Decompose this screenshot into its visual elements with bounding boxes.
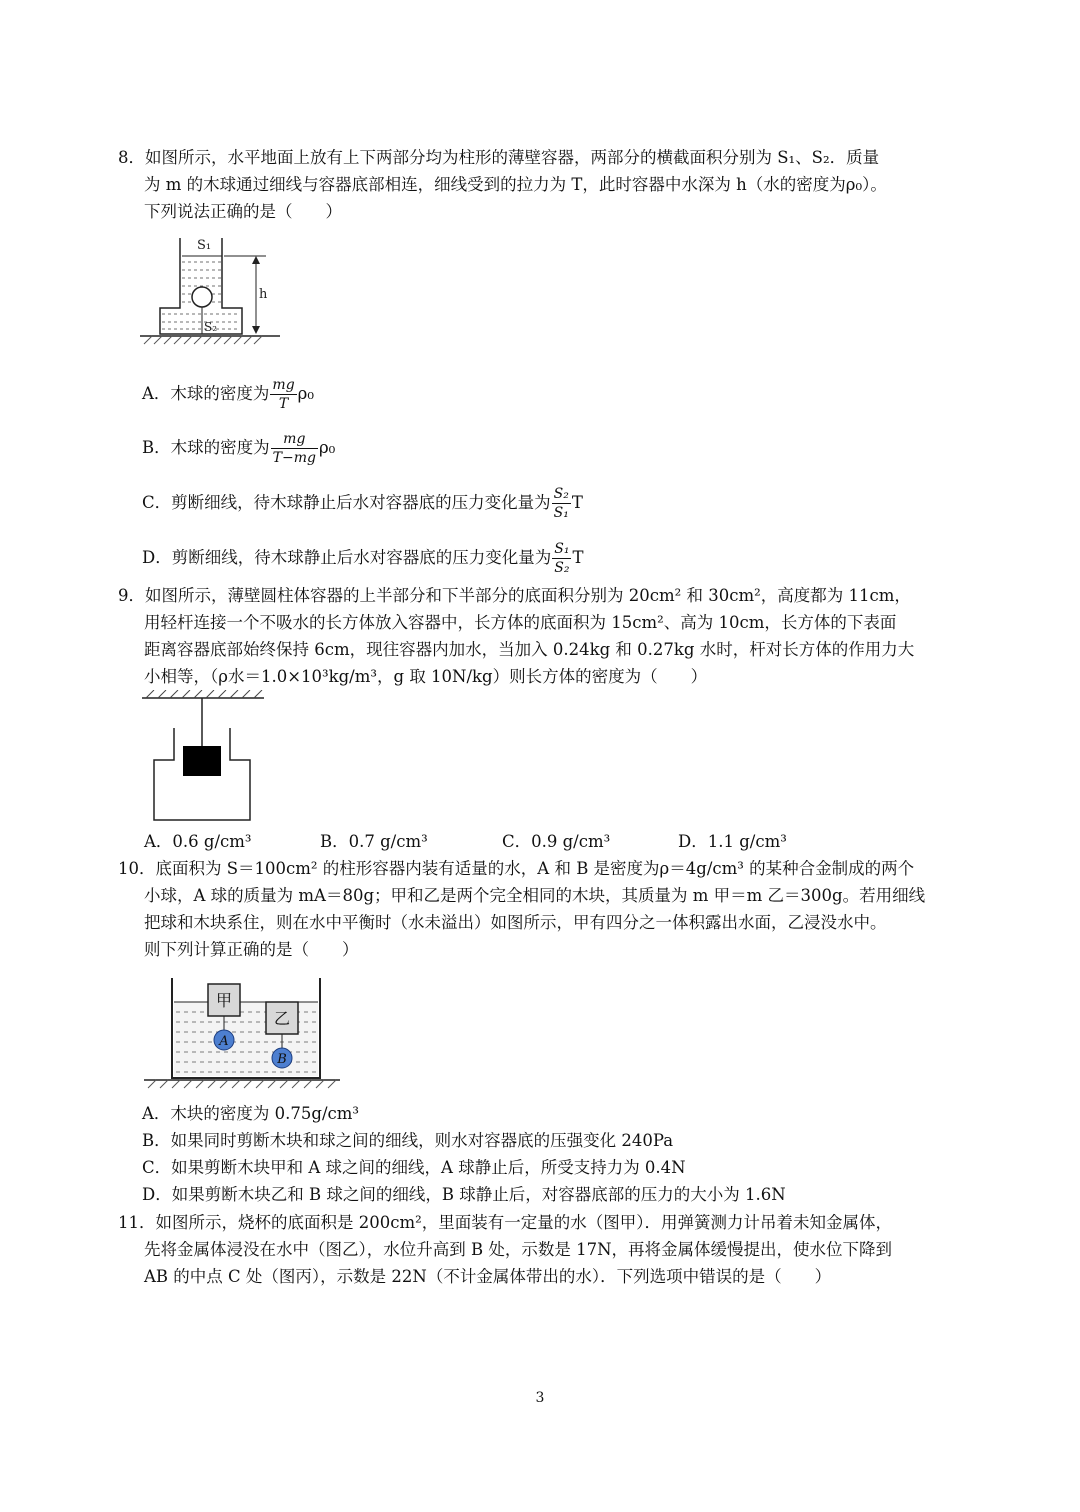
q10-fig-block-jia: 甲 (215, 991, 233, 1010)
q8-option-d: D．剪断细线，待木球静止后水对容器底的压力变化量为 $\frac{\text{S₁}}{\text{S₂}}$ T (142, 541, 584, 576)
q10-line-1: 10．底面积为 S＝100cm² 的柱形容器内装有适量的水，A 和 B 是密度为ρ＝4g/cm³ 的某种合金制成的两个 (118, 859, 915, 878)
q8-line-2: 为 m 的木球通过细线与容器底部相连，细线受到的拉力为 T，此时容器中水深为 h（水的密度为ρ₀）。 (144, 175, 887, 194)
q11-line-3: AB 的中点 C 处（图丙），示数是 22N（不计金属体带出的水）．下列选项中错误的是（ ） (144, 1267, 832, 1286)
q8-option-a: A．木球的密度为 $\frac{mg}{T}$ ρ₀ (142, 377, 314, 412)
q9-line-1: 9．如图所示，薄壁圆柱体容器的上半部分和下半部分的底面积分别为 20cm² 和 30cm²，高度都为 11cm， (118, 586, 911, 605)
q8-container-figure (140, 232, 280, 350)
q9-line-2: 用轻杆连接一个不吸水的长方体放入容器中，长方体的底面积为 15cm²、高为 10cm，长方体的下表面 (144, 613, 897, 632)
q10-option-b: B．如果同时剪断木块和球之间的细线，则水对容器底的压强变化 240Pa (142, 1131, 674, 1150)
q10-container-figure (142, 972, 342, 1090)
q10-line-2: 小球，A 球的质量为 mA＝80g；甲和乙是两个完全相同的木块，其质量为 m 甲＝m 乙＝300g。若用细线 (144, 886, 926, 905)
q8-option-c: C．剪断细线，待木球静止后水对容器底的压力变化量为 $\frac{\text{S₂}}{\text{S₁}}$ T (142, 486, 583, 521)
page-number: 3 (535, 1390, 545, 1406)
q9-option-b: B．0.7 g/cm³ (320, 832, 428, 851)
q8-line-1: 8．如图所示，水平地面上放有上下两部分均为柱形的薄壁容器，两部分的横截面积分别为 S₁、S₂．质量 (118, 148, 880, 167)
q11-line-2: 先将金属体浸没在水中（图乙），水位升高到 B 处，示数是 17N，再将金属体缓慢提出，使水位下降到 (144, 1240, 893, 1259)
q10-line-3: 把球和木块系住，则在水中平衡时（水未溢出）如图所示，甲有四分之一体积露出水面，乙浸没水中。 (144, 913, 887, 932)
q10-fig-ball-b: B (277, 1052, 287, 1067)
q10-option-c: C．如果剪断木块甲和 A 球之间的细线，A 球静止后，所受支持力为 0.4N (142, 1158, 686, 1177)
q8-line-3: 下列说法正确的是（ ） (144, 202, 342, 221)
q8-fig-label-s2: S₂ (204, 320, 218, 334)
q9-option-a: A．0.6 g/cm³ (144, 832, 252, 851)
q9-option-d: D．1.1 g/cm³ (678, 832, 787, 851)
q9-line-3: 距离容器底部始终保持 6cm，现往容器内加水，当加入 0.24kg 和 0.27kg 水时，杆对长方体的作用力大 (144, 640, 915, 659)
q11-line-1: 11．如图所示，烧杯的底面积是 200cm²，里面装有一定量的水（图甲）．用弹簧测力计吊着未知金属体， (118, 1213, 892, 1232)
q8-fig-label-h: h (259, 287, 268, 302)
q9-line-4: 小相等，（ρ水＝1.0×10³kg/m³，g 取 10N/kg）则长方体的密度为（ ） (144, 667, 708, 686)
q10-fig-block-yi: 乙 (273, 1009, 291, 1028)
q10-option-d: D．如果剪断木块乙和 B 球之间的细线，B 球静止后，对容器底部的压力的大小为 1.6N (142, 1185, 786, 1204)
q9-option-c: C．0.9 g/cm³ (502, 832, 611, 851)
q8-option-b: B．木球的密度为 $\frac{mg}{T-mg}$ ρ₀ (142, 431, 336, 466)
q10-option-a: A．木块的密度为 0.75g/cm³ (142, 1104, 360, 1123)
q10-line-4: 则下列计算正确的是（ ） (144, 940, 359, 959)
q9-container-figure (140, 690, 270, 824)
q10-fig-ball-a: A (219, 1034, 229, 1049)
q8-fig-label-s1: S₁ (197, 238, 212, 253)
